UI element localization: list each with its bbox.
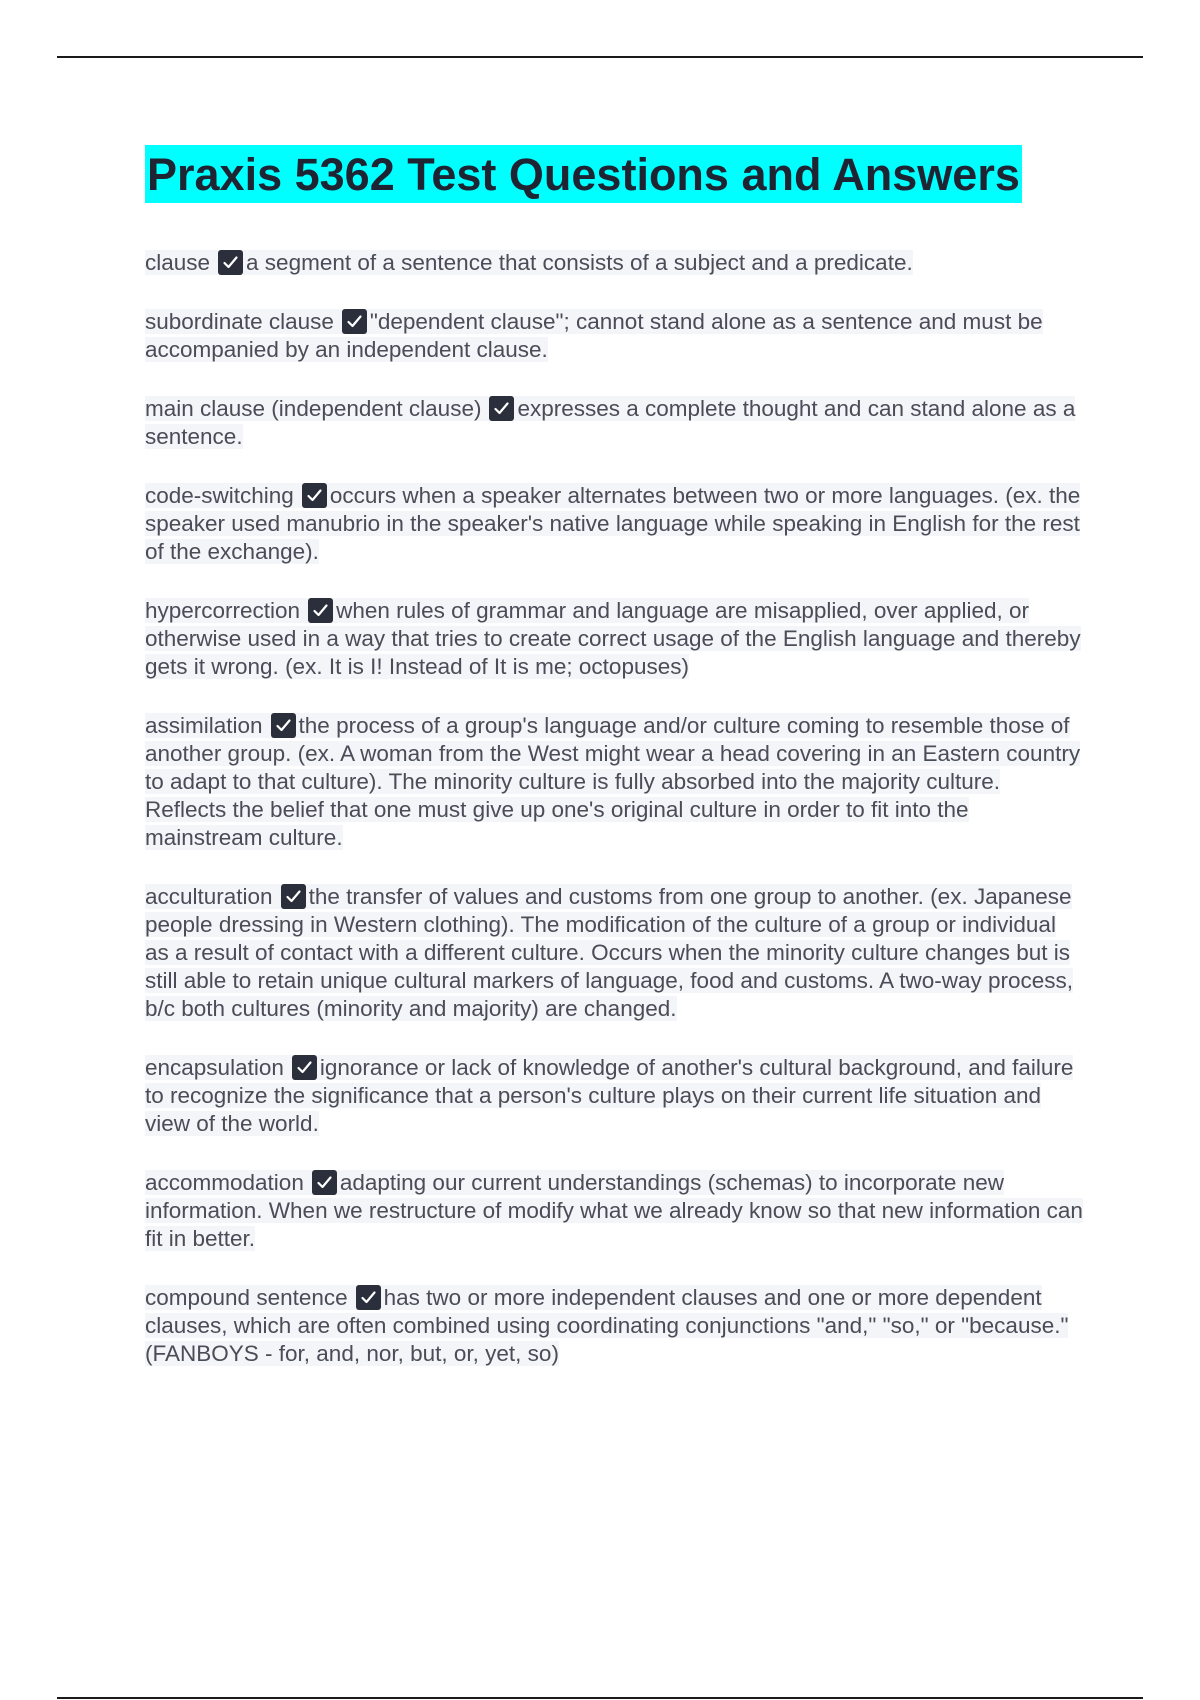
flashcard-entry bbox=[145, 308, 1085, 364]
document-body bbox=[145, 145, 1085, 1399]
title-highlight bbox=[145, 145, 1022, 203]
entry-definition: ignorance or lack of knowledge of another's cultural background, and failure to recognize the significance that a person's culture plays on their current life situation and view of the world. bbox=[145, 1055, 1074, 1136]
entry-text bbox=[145, 598, 1081, 679]
flashcard-entry bbox=[145, 249, 1085, 277]
entry-definition: "dependent clause"; cannot stand alone as a sentence and must be accompanied by an independent clause. bbox=[145, 309, 1043, 362]
page-title: Praxis 5362 Test Questions and Answers bbox=[147, 149, 1020, 200]
flashcard-entry bbox=[145, 1284, 1085, 1368]
entry-term: acculturation bbox=[145, 884, 273, 909]
entry-text bbox=[145, 884, 1073, 1021]
check-box-icon bbox=[342, 309, 367, 334]
entry-term: encapsulation bbox=[145, 1055, 284, 1080]
check-box-icon bbox=[302, 483, 327, 508]
top-rule bbox=[57, 56, 1143, 58]
check-box-icon bbox=[356, 1285, 381, 1310]
flashcard-entry bbox=[145, 482, 1085, 566]
check-box-icon bbox=[292, 1055, 317, 1080]
entry-text bbox=[145, 250, 913, 275]
check-box-icon bbox=[312, 1170, 337, 1195]
entry-term: accommodation bbox=[145, 1170, 304, 1195]
entry-definition: has two or more independent clauses and one or more dependent clauses, which are often combined using coordinating conjunctions "and," "so," or "because." (FANBOYS - for, and, nor, but, or, yet, so) bbox=[145, 1285, 1069, 1366]
check-box-icon bbox=[308, 598, 333, 623]
entry-definition: expresses a complete thought and can stand alone as a sentence. bbox=[145, 396, 1076, 449]
flashcard-entry bbox=[145, 1169, 1085, 1253]
entry-definition: a segment of a sentence that consists of a subject and a predicate. bbox=[246, 250, 913, 275]
flashcard-list bbox=[145, 249, 1085, 1368]
entry-term: assimilation bbox=[145, 713, 263, 738]
entry-text bbox=[145, 1285, 1068, 1366]
entry-text bbox=[145, 713, 1080, 850]
entry-term: subordinate clause bbox=[145, 309, 334, 334]
entry-term: compound sentence bbox=[145, 1285, 348, 1310]
entry-definition: the transfer of values and customs from one group to another. (ex. Japanese people dressing in Western clothing). The modification of the culture of a group or individual as a result of contact with a different culture. Occurs when the minority culture changes but is still able to retain unique cultural markers of language, food and customs. A two-way process, b/c both cultures (minority and majority) are changed. bbox=[145, 884, 1073, 1021]
flashcard-entry bbox=[145, 395, 1085, 451]
entry-term: code-switching bbox=[145, 483, 294, 508]
entry-text bbox=[145, 1170, 1083, 1251]
entry-term: main clause (independent clause) bbox=[145, 396, 482, 421]
entry-definition: adapting our current understandings (schemas) to incorporate new information. When we restructure of modify what we already know so that new information can fit in better. bbox=[145, 1170, 1083, 1251]
entry-definition: when rules of grammar and language are misapplied, over applied, or otherwise used in a way that tries to create correct usage of the English language and thereby gets it wrong. (ex. It is I! Instead of It is me; octopuses) bbox=[145, 598, 1081, 679]
bottom-rule bbox=[57, 1697, 1143, 1699]
entry-text bbox=[145, 1055, 1073, 1136]
entry-definition: occurs when a speaker alternates between two or more languages. (ex. the speaker used manubrio in the speaker's native language while speaking in English for the rest of the exchange). bbox=[145, 483, 1081, 564]
entry-term: clause bbox=[145, 250, 211, 275]
check-box-icon bbox=[281, 884, 306, 909]
check-box-icon bbox=[271, 713, 296, 738]
flashcard-entry bbox=[145, 597, 1085, 681]
entry-text bbox=[145, 309, 1043, 362]
flashcard-entry bbox=[145, 712, 1085, 852]
entry-text bbox=[145, 483, 1080, 564]
check-box-icon bbox=[218, 250, 243, 275]
flashcard-entry bbox=[145, 1054, 1085, 1138]
check-box-icon bbox=[489, 396, 514, 421]
entry-term: hypercorrection bbox=[145, 598, 301, 623]
entry-text bbox=[145, 396, 1075, 449]
entry-definition: the process of a group's language and/or culture coming to resemble those of another group. (ex. A woman from the West might wear a head covering in an Eastern country to adapt to that culture). The minority culture is fully absorbed into the majority culture. Reflects the belief that one must give up one's original culture in order to fit into the mainstream culture. bbox=[145, 713, 1081, 850]
flashcard-entry bbox=[145, 883, 1085, 1023]
